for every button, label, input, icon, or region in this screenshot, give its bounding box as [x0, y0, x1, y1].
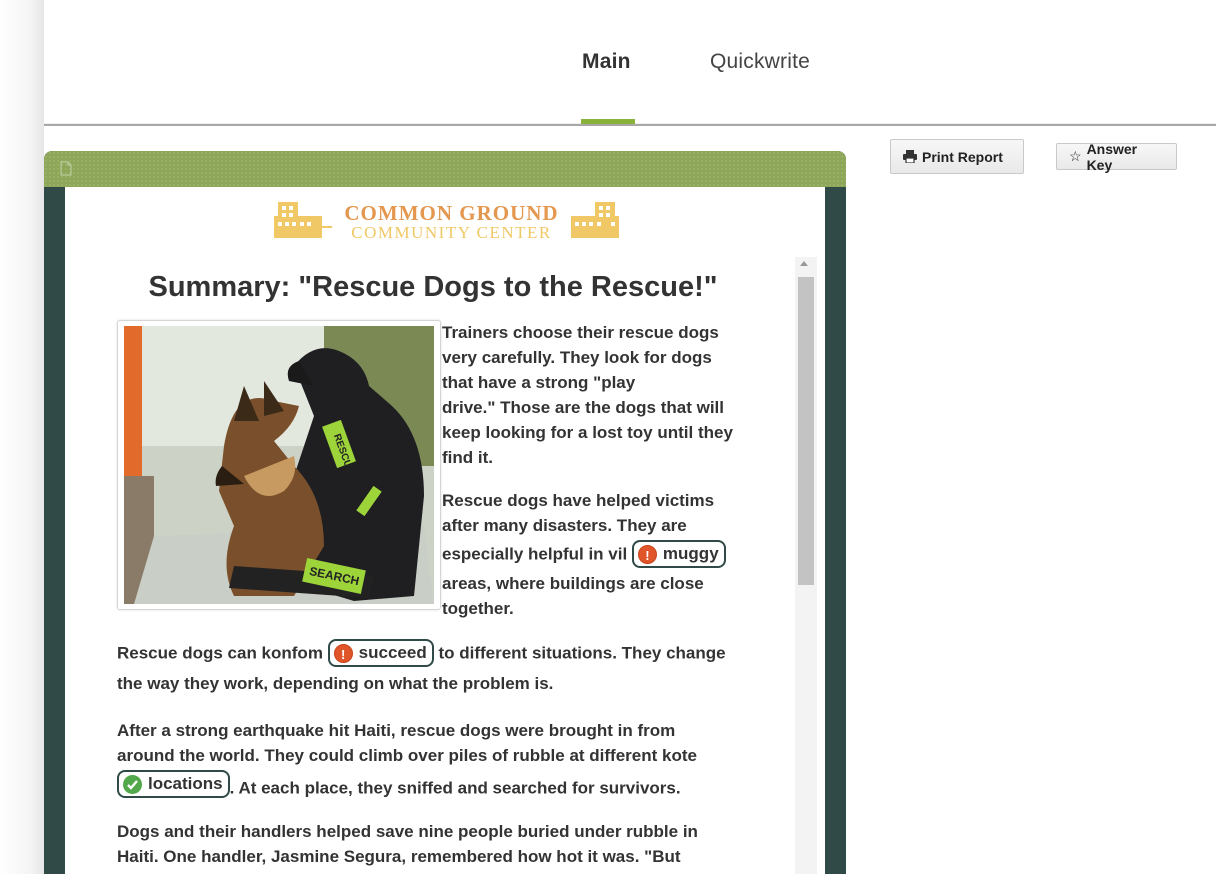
- error-icon: !: [334, 644, 353, 663]
- document-page: [65, 187, 825, 874]
- printer-icon: [903, 150, 917, 163]
- answer-choice-locations[interactable]: [117, 770, 230, 798]
- building-left-icon: [274, 202, 322, 240]
- p1-line: keep looking for a lost toy until they: [442, 423, 733, 442]
- p3-suffix: to different situations. They change: [438, 643, 726, 663]
- document-icon: [60, 161, 72, 176]
- print-report-label: Print Report: [922, 148, 1003, 165]
- answer-key-label: Answer Key: [1086, 140, 1138, 173]
- paragraph-5: [117, 819, 698, 869]
- document-header-bar: [44, 151, 846, 187]
- error-icon: !: [638, 545, 657, 564]
- p3-prefix: Rescue dogs can konfom: [117, 643, 323, 663]
- p1-line: drive." Those are the dogs that will: [442, 398, 725, 417]
- logo-subtitle: COMMUNITY CENTER: [351, 223, 552, 242]
- photo-label-rescue: RESCUE: [330, 432, 356, 476]
- rescue-dogs-photo: [117, 320, 441, 610]
- answer-choice-muggy[interactable]: [632, 540, 726, 568]
- top-nav-bar: [44, 0, 1216, 126]
- answer-word: muggy: [662, 544, 719, 563]
- p1-line: Trainers choose their rescue dogs: [442, 323, 719, 342]
- p2-line: together.: [442, 599, 514, 618]
- document-frame: [44, 151, 846, 874]
- p4-suffix: . At each place, they sniffed and searched for survivors.: [229, 778, 681, 798]
- answer-word: locations: [148, 774, 223, 793]
- paragraph-3: [117, 639, 726, 696]
- left-panel-shadow: [0, 0, 44, 874]
- p3-line: the way they work, depending on what the problem is.: [117, 674, 554, 693]
- p1-line: very carefully. They look for dogs: [442, 348, 712, 367]
- print-report-button[interactable]: [890, 139, 1024, 174]
- p4-line: around the world. They could climb over piles of rubble at different kote: [117, 746, 697, 765]
- common-ground-logo: [274, 200, 619, 244]
- rescue-dogs-image: [124, 326, 434, 604]
- answer-key-button[interactable]: [1056, 140, 1177, 173]
- p5-line: Haiti. One handler, Jasmine Segura, remembered how hot it was. "But: [117, 847, 681, 866]
- p5-line: Dogs and their handlers helped save nine people buried under rubble in: [117, 822, 698, 841]
- p2-line: areas, where buildings are close: [442, 574, 704, 593]
- star-icon: ☆: [1069, 148, 1082, 164]
- logo-title: COMMON GROUND: [344, 201, 559, 225]
- p2-prefix: especially helpful in vil: [442, 544, 628, 564]
- scroll-up-arrow-icon[interactable]: [800, 261, 808, 266]
- scroll-thumb[interactable]: [798, 277, 814, 585]
- building-right-icon: [571, 202, 619, 240]
- paragraph-2: [442, 488, 726, 621]
- paragraph-4: [117, 718, 697, 801]
- p1-line: that have a strong "play: [442, 373, 636, 392]
- p2-line: Rescue dogs have helped victims: [442, 491, 715, 510]
- active-tab-indicator: [581, 119, 635, 124]
- paragraph-1: [442, 320, 733, 470]
- tab-quickwrite[interactable]: Quickwrite: [710, 50, 811, 73]
- p4-line: After a strong earthquake hit Haiti, rescue dogs were brought in from: [117, 721, 676, 740]
- p2-line: after many disasters. They are: [442, 516, 687, 535]
- p1-line: find it.: [442, 448, 493, 467]
- answer-word: succeed: [358, 643, 427, 662]
- answer-choice-succeed[interactable]: [328, 639, 434, 667]
- document-scrollbar[interactable]: [795, 257, 817, 874]
- article-title: Summary: "Rescue Dogs to the Rescue!": [148, 271, 718, 303]
- tab-main[interactable]: Main: [582, 50, 631, 73]
- photo-label-search: SEARCH: [308, 563, 361, 589]
- check-icon: [123, 775, 142, 794]
